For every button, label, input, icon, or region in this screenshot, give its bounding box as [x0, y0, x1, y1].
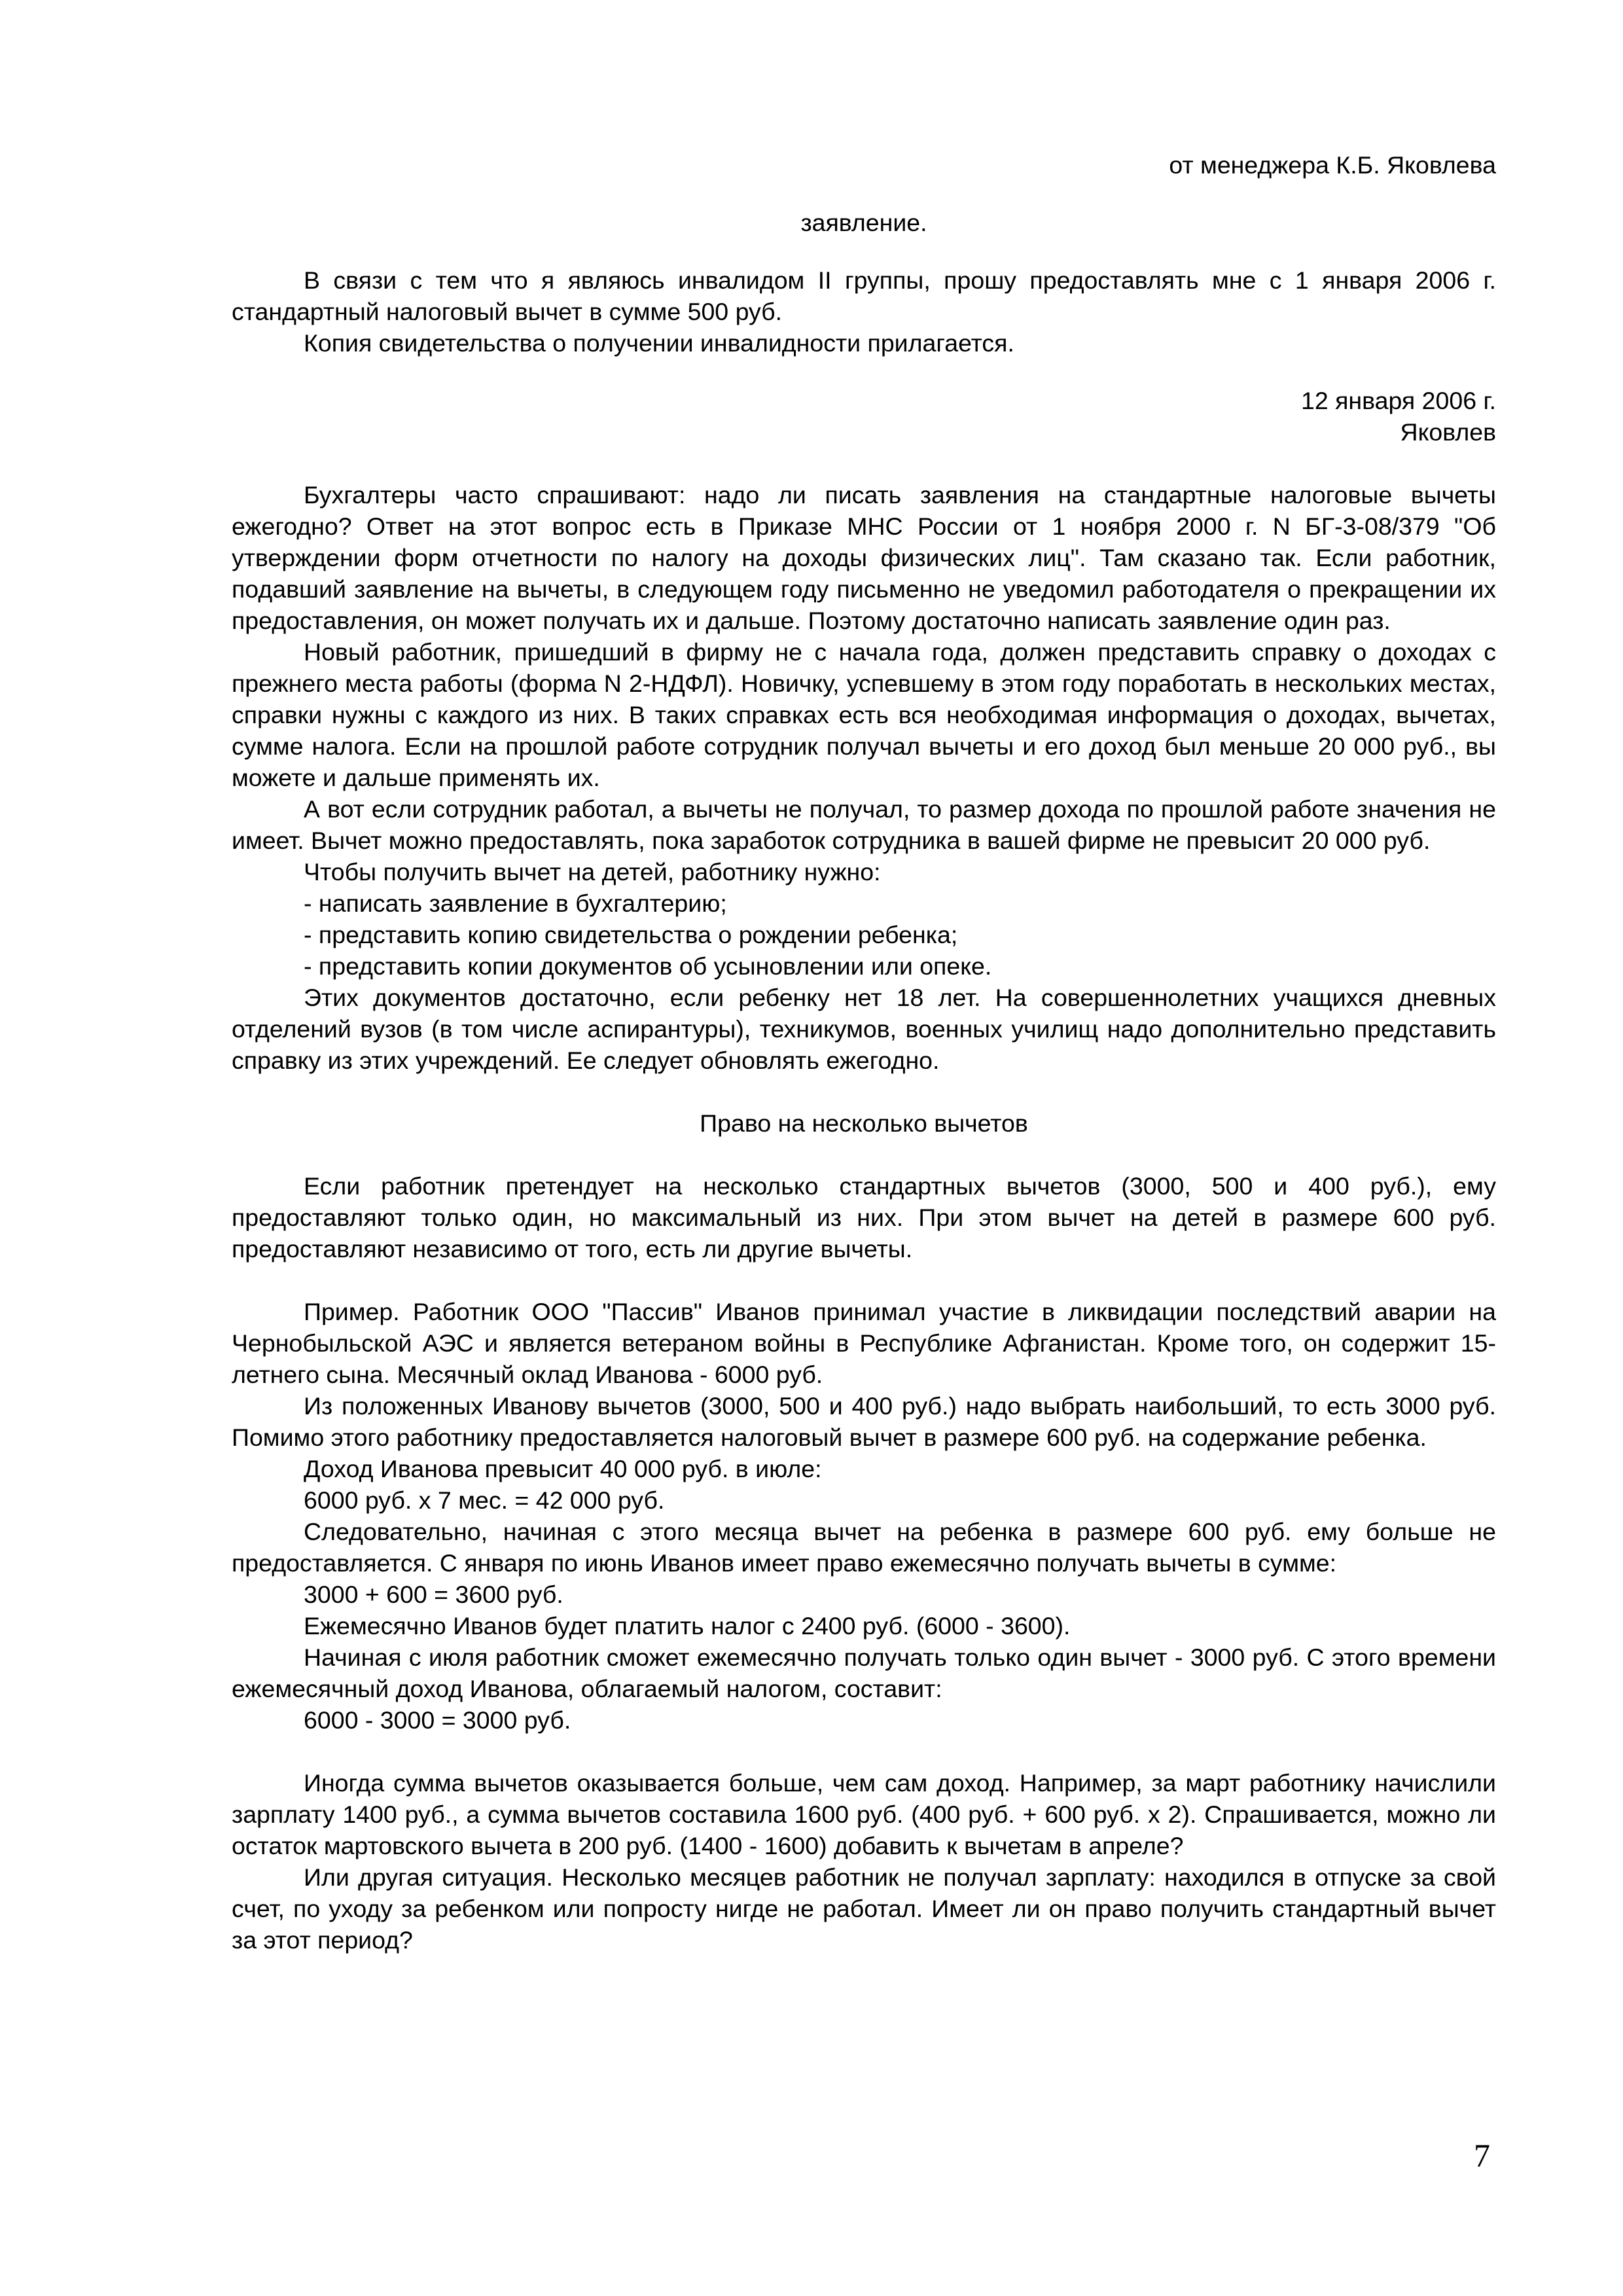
question-paragraph: Или другая ситуация. Несколько месяцев работник не получал зарплату: находился в отпуске за свой счет, по уходу за ребенком или попросту нигде не работал. Имеет ли он право получить стандартный вычет за этот период? [232, 1863, 1496, 1954]
example-paragraph: Ежемесячно Иванов будет платить налог с 2400 руб. (6000 - 3600). [304, 1612, 1071, 1640]
list-item: - написать заявление в бухгалтерию; [304, 889, 727, 917]
list-item: - представить копию свидетельства о рождении ребенка; [304, 921, 958, 948]
article-paragraph: А вот если сотрудник работал, а вычеты не получал, то размер дохода по прошлой работе значения не имеет. Вычет можно предоставлять, пока заработок сотрудника в вашей фирме не превысит 20 000 руб. [232, 795, 1496, 854]
article-paragraph: Бухгалтеры часто спрашивают: надо ли писать заявления на стандартные налоговые вычеты ежегодно? Ответ на этот вопрос есть в Приказе МНС России от 1 ноября 2000 г. N БГ-3-08/379 "Об утверждении форм отчетности по налогу на доходы физических лиц". Там сказано так. Если работник, подавший заявление на вычеты, в следующем году письменно не уведомил работодателя о прекращении их предоставления, он может получать их и дальше. Поэтому достаточно написать заявление один раз. [232, 481, 1496, 634]
list-item: - представить копии документов об усыновлении или опеке. [304, 952, 992, 980]
example-paragraph: Из положенных Иванову вычетов (3000, 500 и 400 руб.) надо выбрать наибольший, то есть 3000 руб. Помимо этого работнику предоставляется налоговый вычет в размере 600 руб. на содержание ребенка. [232, 1392, 1496, 1451]
page-number: 7 [1474, 2137, 1490, 2174]
example-paragraph: Следовательно, начиная с этого месяца вычет на ребенка в размере 600 руб. ему больше не предоставляется. С января по июнь Иванов имеет право ежемесячно получать вычеты в сумме: [232, 1518, 1496, 1577]
article-paragraph: Новый работник, пришедший в фирму не с начала года, должен представить справку о доходах с прежнего места работы (форма N 2-НДФЛ). Новичку, успевшему в этом году поработать в нескольких местах, справки нужны с каждого из них. В таких справках есть вся необходимая информация о доходах, вычетах, сумме налога. Если на прошлой работе сотрудник получал вычеты и его доход был меньше 20 000 руб., вы можете и дальше применять их. [232, 638, 1496, 791]
example-paragraph: Доход Иванова превысит 40 000 руб. в июле: [304, 1455, 822, 1482]
question-paragraph: Иногда сумма вычетов оказывается больше, чем сам доход. Например, за март работнику начислили зарплату 1400 руб., а сумма вычетов составила 1600 руб. (400 руб. + 600 руб. x 2). Спрашивается, можно ли остаток мартовского вычета в 200 руб. (1400 - 1600) добавить к вычетам в апреле? [232, 1769, 1496, 1859]
article-paragraph: Этих документов достаточно, если ребенку нет 18 лет. На совершеннолетних учащихся дневных отделений вузов (в том числе аспирантуры), техникумов, военных училищ надо дополнительно представить справку из этих учреждений. Ее следует обновлять ежегодно. [232, 984, 1496, 1074]
section-heading: Право на несколько вычетов [700, 1109, 1028, 1137]
document-page [232, 149, 1496, 1956]
example-paragraph: Пример. Работник ООО "Пассив" Иванов принимал участие в ликвидации последствий аварии на Чернобыльской АЭС и является ветераном войны в Республике Афганистан. Кроме того, он содержит 15-летнего сына. Месячный оклад Иванова - 6000 руб. [232, 1298, 1496, 1388]
statement-date: 12 января 2006 г. [1300, 387, 1496, 414]
section-paragraph: Если работник претендует на несколько стандартных вычетов (3000, 500 и 400 руб.), ему предоставляют только один, но максимальный из них. При этом вычет на детей в размере 600 руб. предоставляют независимо от того, есть ли другие вычеты. [232, 1172, 1496, 1263]
statement-title: заявление. [800, 209, 927, 236]
statement-attachment: Копия свидетельства о получении инвалидности прилагается. [304, 329, 1014, 357]
article-paragraph: Чтобы получить вычет на детей, работнику нужно: [304, 858, 881, 886]
example-calculation: 6000 - 3000 = 3000 руб. [304, 1706, 571, 1734]
example-calculation: 3000 + 600 = 3600 руб. [304, 1581, 563, 1608]
statement-signature: Яковлев [1400, 418, 1496, 446]
example-paragraph: Начиная с июля работник сможет ежемесячно получать только один вычет - 3000 руб. С этого времени ежемесячный доход Иванова, облагаемый налогом, составит: [232, 1643, 1496, 1702]
statement-body: В связи с тем что я являюсь инвалидом II группы, прошу предоставлять мне с 1 января 2006 г. стандартный налоговый вычет в сумме 500 руб. [232, 266, 1496, 325]
example-calculation: 6000 руб. x 7 мес. = 42 000 руб. [304, 1486, 665, 1514]
from-line: от менеджера К.Б. Яковлева [1169, 151, 1496, 179]
